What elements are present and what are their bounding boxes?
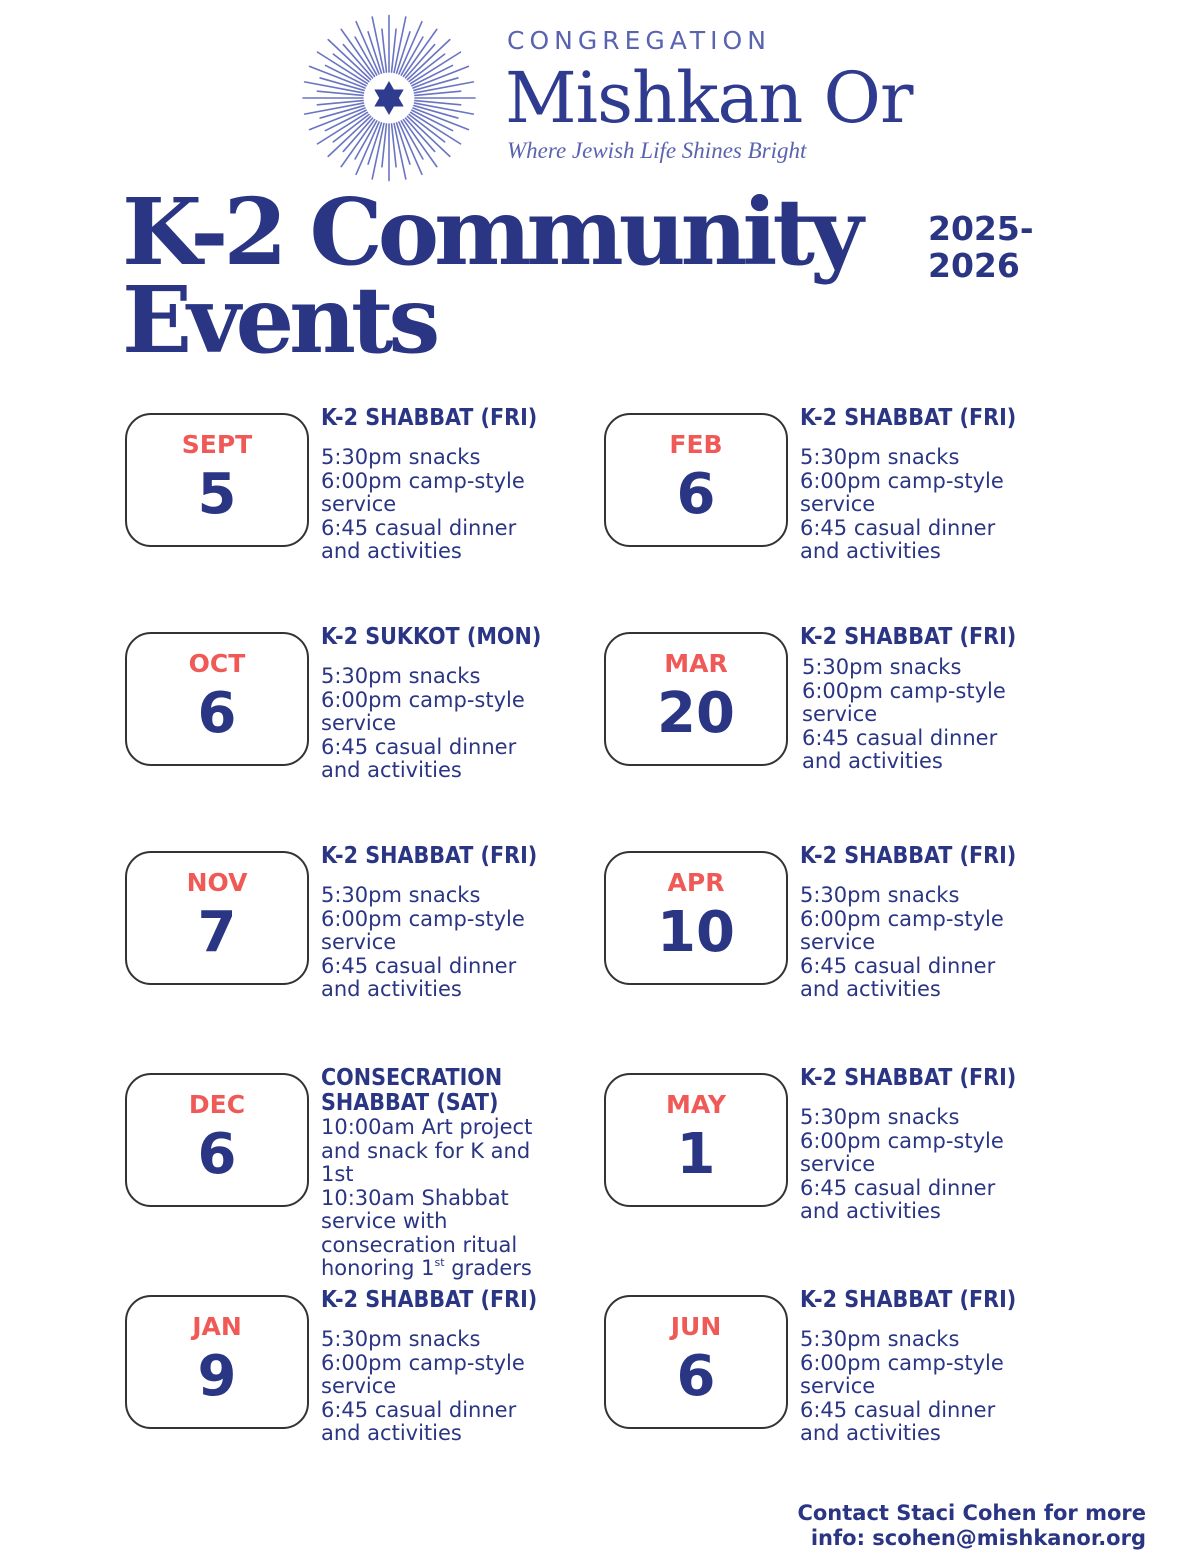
event-title-line-2: SHABBAT (SAT) <box>321 1090 499 1116</box>
sunburst-ray <box>407 116 449 156</box>
event-detail-line: 5:30pm snacks <box>321 664 481 688</box>
event-detail-line: 6:45 casual dinner <box>800 953 996 978</box>
event-day: 7 <box>197 900 237 965</box>
event-details <box>800 1106 1060 1224</box>
event-detail-line: and activities <box>800 539 941 563</box>
event-detail-line: service <box>800 930 876 954</box>
event-month: APR <box>667 868 725 897</box>
detail-text: honoring 1 <box>321 1256 435 1280</box>
event-detail-line: and activities <box>321 1421 462 1445</box>
event-detail-line: 5:30pm snacks <box>321 1327 481 1351</box>
event-detail-line: service <box>321 1374 397 1398</box>
event-detail-line: consecration ritual <box>321 1232 518 1257</box>
event-details <box>321 446 581 564</box>
event-details <box>321 884 581 1002</box>
event-detail-line: 6:45 casual dinner <box>800 1175 996 1200</box>
event-month: NOV <box>186 868 248 897</box>
event-detail-line: service <box>800 492 876 516</box>
event-detail-line: 6:00pm camp-style <box>800 1128 1004 1153</box>
event-title: K-2 SHABBAT (FRI) <box>800 624 1017 650</box>
contact-line-1: Contact Staci Cohen for more <box>797 1501 1146 1525</box>
event-detail-line: 6:00pm camp-style <box>802 678 1006 703</box>
event-detail-line: 6:45 casual dinner <box>321 1397 517 1422</box>
org-prefix: CONGREGATION <box>507 26 771 55</box>
event-detail-line: 6:45 casual dinner <box>800 515 996 540</box>
event-day: 10 <box>657 900 735 965</box>
event-details <box>802 656 1062 774</box>
event-detail-line: 5:30pm snacks <box>800 1105 960 1129</box>
event-detail-line: 6:00pm camp-style <box>800 906 1004 931</box>
event-title: K-2 SHABBAT (FRI) <box>321 843 538 869</box>
event-month: JUN <box>670 1312 722 1341</box>
event-details <box>800 884 1060 1002</box>
event-details <box>800 446 1060 564</box>
event-details <box>800 1328 1060 1446</box>
event-detail-line: 6:00pm camp-style <box>800 468 1004 493</box>
event-detail-line: 5:30pm snacks <box>800 883 960 907</box>
event-title <box>321 1066 571 1116</box>
event-detail-line: 6:00pm camp-style <box>321 468 525 493</box>
date-box <box>604 1295 788 1429</box>
event-title: K-2 SUKKOT (MON) <box>321 624 542 650</box>
event-title: K-2 SHABBAT (FRI) <box>321 405 538 431</box>
event-month: JAN <box>192 1312 242 1341</box>
date-box <box>604 851 788 985</box>
org-name: Mishkan Or <box>505 57 913 139</box>
event-title: K-2 SHABBAT (FRI) <box>800 843 1017 869</box>
event-day: 6 <box>197 1122 237 1187</box>
event-detail-line: 5:30pm snacks <box>800 1327 960 1351</box>
detail-text: graders <box>444 1256 532 1280</box>
event-detail-line: service <box>802 702 878 726</box>
date-box <box>604 1073 788 1207</box>
event-title: K-2 SHABBAT (FRI) <box>321 1287 538 1313</box>
event-detail-line: 6:45 casual dinner <box>321 953 517 978</box>
page-title <box>122 178 859 374</box>
sunburst-ray <box>407 40 449 80</box>
event-detail-line: 5:30pm snacks <box>802 655 962 679</box>
event-detail-line: and activities <box>800 1199 941 1223</box>
event-detail-line: and activities <box>802 749 943 773</box>
event-detail-line: and activities <box>321 539 462 563</box>
date-box <box>125 632 309 766</box>
date-box <box>125 1073 309 1207</box>
event-day: 9 <box>197 1344 237 1409</box>
page-title-line-2: Events <box>122 266 436 374</box>
event-details <box>321 665 581 783</box>
sunburst-ray <box>328 116 370 156</box>
event-detail-line: and activities <box>800 1421 941 1445</box>
event-day: 5 <box>197 462 237 527</box>
event-detail-line: and activities <box>321 977 462 1001</box>
event-month: OCT <box>188 649 246 678</box>
event-month: MAR <box>664 649 728 678</box>
event-day: 6 <box>197 681 237 746</box>
event-month: FEB <box>669 430 723 459</box>
event-detail-line: service <box>800 1374 876 1398</box>
contact-email-line[interactable]: info: scohen@mishkanor.org <box>810 1526 1146 1550</box>
event-detail-line: 1st <box>321 1162 354 1186</box>
date-box <box>125 851 309 985</box>
event-detail-line: 6:45 casual dinner <box>802 725 998 750</box>
event-detail-line: service with <box>321 1209 448 1233</box>
contact-info <box>797 1501 1146 1551</box>
event-details <box>321 1328 581 1446</box>
school-year <box>928 210 1034 284</box>
date-box <box>125 1295 309 1429</box>
event-day: 6 <box>676 1344 716 1409</box>
event-detail-line: 6:00pm camp-style <box>321 906 525 931</box>
school-year-line-1: 2025- <box>928 209 1034 248</box>
event-detail-line: 10:00am Art project <box>321 1115 533 1139</box>
event-detail-line: and snack for K and <box>321 1138 531 1163</box>
event-detail-line: 6:00pm camp-style <box>321 687 525 712</box>
event-detail-line: service <box>321 492 397 516</box>
event-title-line-1: CONSECRATION <box>321 1065 503 1091</box>
event-month: MAY <box>666 1090 726 1119</box>
event-detail-line: 6:45 casual dinner <box>321 734 517 759</box>
event-detail-line: 6:45 casual dinner <box>800 1397 996 1422</box>
ordinal-suffix: st <box>434 1256 445 1269</box>
event-day: 20 <box>657 681 735 746</box>
org-tagline: Where Jewish Life Shines Bright <box>507 138 807 163</box>
date-box <box>125 413 309 547</box>
event-day: 1 <box>676 1122 716 1187</box>
school-year-line-2: 2026 <box>928 246 1020 285</box>
date-box <box>604 413 788 547</box>
page-title-line-1: K-2 Community <box>122 178 859 286</box>
event-detail-line: 6:00pm camp-style <box>321 1350 525 1375</box>
event-month: DEC <box>188 1090 246 1119</box>
event-detail-line: and activities <box>321 758 462 782</box>
event-detail-line: and activities <box>800 977 941 1001</box>
event-detail-line: 5:30pm snacks <box>800 445 960 469</box>
event-detail-line: 5:30pm snacks <box>321 445 481 469</box>
event-day: 6 <box>676 462 716 527</box>
event-detail-line: 6:45 casual dinner <box>321 515 517 540</box>
event-title: K-2 SHABBAT (FRI) <box>800 405 1017 431</box>
event-detail-line: 5:30pm snacks <box>321 883 481 907</box>
event-detail-line: 6:00pm camp-style <box>800 1350 1004 1375</box>
event-month: SEPT <box>181 430 253 459</box>
event-detail-line: service <box>800 1152 876 1176</box>
date-box <box>604 632 788 766</box>
event-detail-line: 10:30am Shabbat <box>321 1185 509 1210</box>
event-detail-line <box>321 1257 581 1281</box>
star-of-david-sunburst-icon <box>297 10 481 186</box>
event-details <box>321 1116 581 1281</box>
event-title: K-2 SHABBAT (FRI) <box>800 1287 1017 1313</box>
sunburst-ray <box>328 40 370 80</box>
event-detail-line: service <box>321 711 397 735</box>
event-detail-line: service <box>321 930 397 954</box>
event-title: K-2 SHABBAT (FRI) <box>800 1065 1017 1091</box>
